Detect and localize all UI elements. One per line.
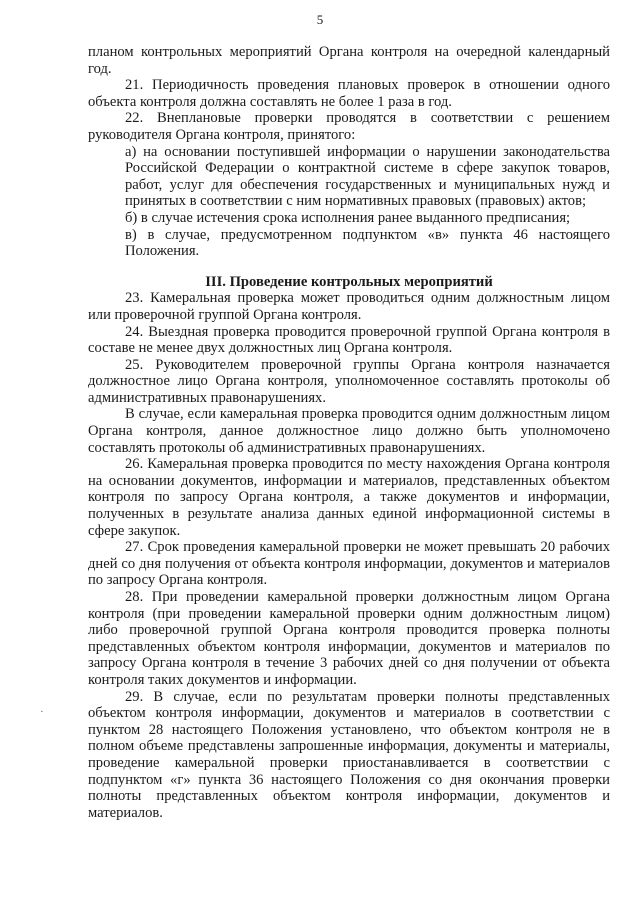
paragraph-25: 25. Руководителем проверочной группы Органа контроля назначается должностное лицо Органа контроля, уполномоченное составлять протоколы об административных правонарушениях. <box>88 356 610 406</box>
subparagraph-v: в) в случае, предусмотренном подпунктом «в» пункта 46 настоящего Положения. <box>125 226 610 260</box>
scan-speck: · <box>40 706 44 718</box>
subparagraph-a: а) на основании поступившей информации о нарушении законодательства Российской Федерации о контрактной системе в сфере закупок товаров, работ, услуг для обеспечения государственных и муниципальных нужд и принятых в соответствии с ним нормативных правовых (правовых) актов; <box>125 143 610 210</box>
paragraph-28: 28. При проведении камеральной проверки должностным лицом Органа контроля (при проведении камеральной проверки одним должностным лицом) либо проверочной группой Органа контроля проводится проверка полноты представленных объектом контроля информации, документов и материалов по запросу Органа контроля в течение 3 рабочих дней со дня получении от объекта контроля таких документов и информации. <box>88 589 610 688</box>
paragraph-26: 26. Камеральная проверка проводится по месту нахождения Органа контроля на основании документов, информации и материалов, представленных объектом контроля по запросу Органа контроля, а также документов и информации, полученных в результате анализа данных единой информационной системы в сфере закупок. <box>88 456 610 539</box>
paragraph-21: 21. Периодичность проведения плановых проверок в отношении одного объекта контроля должна составлять не более 1 раза в год. <box>88 77 610 110</box>
page-number: 5 <box>316 12 324 27</box>
document-body <box>88 44 610 821</box>
section-heading: III. Проведение контрольных мероприятий <box>205 273 493 290</box>
paragraph-24: 24. Выездная проверка проводится проверочной группой Органа контроля в составе не менее двух должностных лиц Органа контроля. <box>88 323 610 357</box>
paragraph-25-addendum: В случае, если камеральная проверка проводится одним должностным лицом Органа контроля, данное должностное лицо должно быть уполномочено составлять протоколы об административных правонарушениях. <box>88 406 610 456</box>
paragraph-29: 29. В случае, если по результатам проверки полноты представленных объектом контроля информации, документов и материалов в соответствии с пунктом 28 настоящего Положения установлено, что объектом контроля не в полном объеме представлены запрошенные информация, документы и материалы, проведение камеральной проверки приостанавливается в соответствии с подпунктом «г» пункта 36 настоящего Положения со дня окончания проверки полноты представленных объектом контроля информации, документов и материалов. <box>88 688 610 821</box>
paragraph-23: 23. Камеральная проверка может проводиться одним должностным лицом или проверочной группой Органа контроля. <box>88 290 610 323</box>
paragraph-22: 22. Внеплановые проверки проводятся в соответствии с решением руководителя Органа контроля, принятого: <box>88 110 610 143</box>
paragraph-continuation: планом контрольных мероприятий Органа контроля на очередной календарный год. <box>88 44 610 77</box>
paragraph-27: 27. Срок проведения камеральной проверки не может превышать 20 рабочих дней со дня получения от объекта контроля информации, документов и материалов по запросу Органа контроля. <box>88 539 610 589</box>
subparagraph-b: б) в случае истечения срока исполнения ранее выданного предписания; <box>125 209 571 226</box>
